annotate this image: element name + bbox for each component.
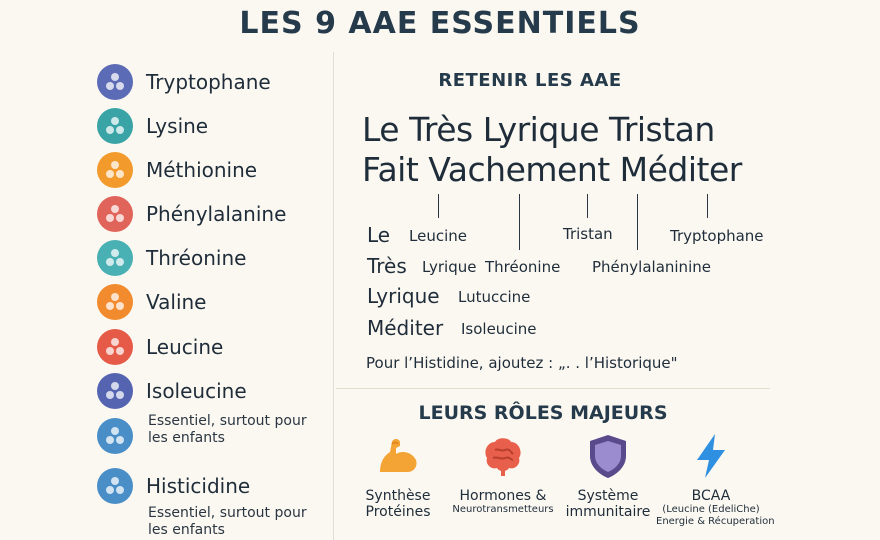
molecule-icon — [97, 196, 133, 232]
muscle-icon — [374, 432, 422, 480]
connector-line — [438, 194, 439, 218]
label-threonine: Thréonine — [485, 258, 561, 276]
list-item-threonine — [97, 240, 246, 276]
label-isoleucine: Isoleucine — [461, 320, 537, 338]
role-sublabel: (Leucine (EdeliChe) — [662, 504, 760, 515]
label-tryptophane: Tryptophane — [670, 227, 764, 245]
label-tristan: Tristan — [563, 225, 613, 243]
molecule-icon — [97, 108, 133, 144]
amino-acid-name: Isoleucine — [146, 379, 247, 403]
connector-line — [707, 194, 708, 218]
role-protein-synthesis — [343, 432, 453, 520]
molecule-icon — [97, 152, 133, 188]
histicidine-note: Essentiel, surtout pour les enfants — [148, 505, 307, 538]
role-label: Hormones & — [459, 488, 547, 504]
amino-acid-name: Méthionine — [146, 158, 258, 182]
role-label: Synthèse — [365, 488, 431, 504]
role-hormones — [448, 432, 558, 516]
list-item-histicidine — [97, 468, 250, 504]
molecule-icon — [97, 468, 133, 504]
roles-heading: LEURS RÔLES MAJEURS — [418, 402, 668, 424]
mnemonic-word-mediter: Méditer — [367, 316, 444, 340]
horizontal-divider — [336, 388, 770, 389]
isoleucine-note: Essentiel, surtout pour les enfants — [148, 413, 307, 446]
mnemonic-line-2: Fait Vachement Méditer — [362, 150, 742, 189]
label-leucine: Leucine — [409, 227, 467, 245]
label-lyrique: Lyrique — [422, 258, 477, 276]
molecule-icon — [97, 64, 133, 100]
list-item-phenylalanine — [97, 196, 286, 232]
list-item-unlabeled — [97, 418, 133, 454]
connector-line — [587, 194, 588, 218]
mnemonic-word-tres: Très — [367, 254, 407, 278]
amino-acid-name: Thréonine — [146, 246, 247, 270]
list-item-valine — [97, 284, 206, 320]
role-sublabel: Neurotransmetteurs — [452, 504, 554, 515]
amino-acid-name: Phénylalanine — [146, 202, 287, 226]
mnemonic-heading: RETENIR LES AAE — [438, 70, 622, 91]
role-label: immunitaire — [565, 504, 651, 520]
vertical-divider — [333, 52, 334, 540]
histidine-tip: Pour l’Histidine, ajoutez : „. . l’Historique" — [366, 354, 678, 372]
molecule-icon — [97, 329, 133, 365]
amino-acid-name: Valine — [146, 290, 207, 314]
list-item-methionine — [97, 152, 257, 188]
molecule-icon — [97, 418, 133, 454]
list-item-tryptophane — [97, 64, 271, 100]
role-label: Protéines — [365, 504, 431, 520]
amino-acid-name: Histicidine — [146, 474, 251, 498]
role-label: BCAA — [691, 488, 731, 504]
page-title: LES 9 AAE ESSENTIELS — [239, 6, 641, 41]
list-item-lysine — [97, 108, 208, 144]
amino-acid-name: Tryptophane — [146, 70, 271, 94]
molecule-icon — [97, 284, 133, 320]
connector-line — [519, 194, 520, 250]
list-item-isoleucine — [97, 373, 247, 409]
amino-acid-name: Leucine — [146, 335, 224, 359]
list-item-leucine — [97, 329, 223, 365]
brain-icon — [479, 432, 527, 480]
role-sublabel: Energie & Récuperation — [656, 516, 775, 527]
role-bcaa — [656, 432, 775, 528]
molecule-icon — [97, 373, 133, 409]
mnemonic-word-lyrique: Lyrique — [367, 284, 440, 308]
role-immune-system — [553, 432, 663, 520]
mnemonic-word-le: Le — [367, 223, 391, 247]
mnemonic-line-1: Le Très Lyrique Tristan — [362, 110, 715, 149]
lightning-icon — [687, 432, 735, 480]
connector-line — [637, 194, 638, 250]
amino-acid-name: Lysine — [146, 114, 209, 138]
label-lutuccine: Lutuccine — [458, 288, 531, 306]
shield-icon — [584, 432, 632, 480]
role-label: Système — [577, 488, 639, 504]
molecule-icon — [97, 240, 133, 276]
label-phenylalaninine: Phénylalaninine — [592, 258, 711, 276]
